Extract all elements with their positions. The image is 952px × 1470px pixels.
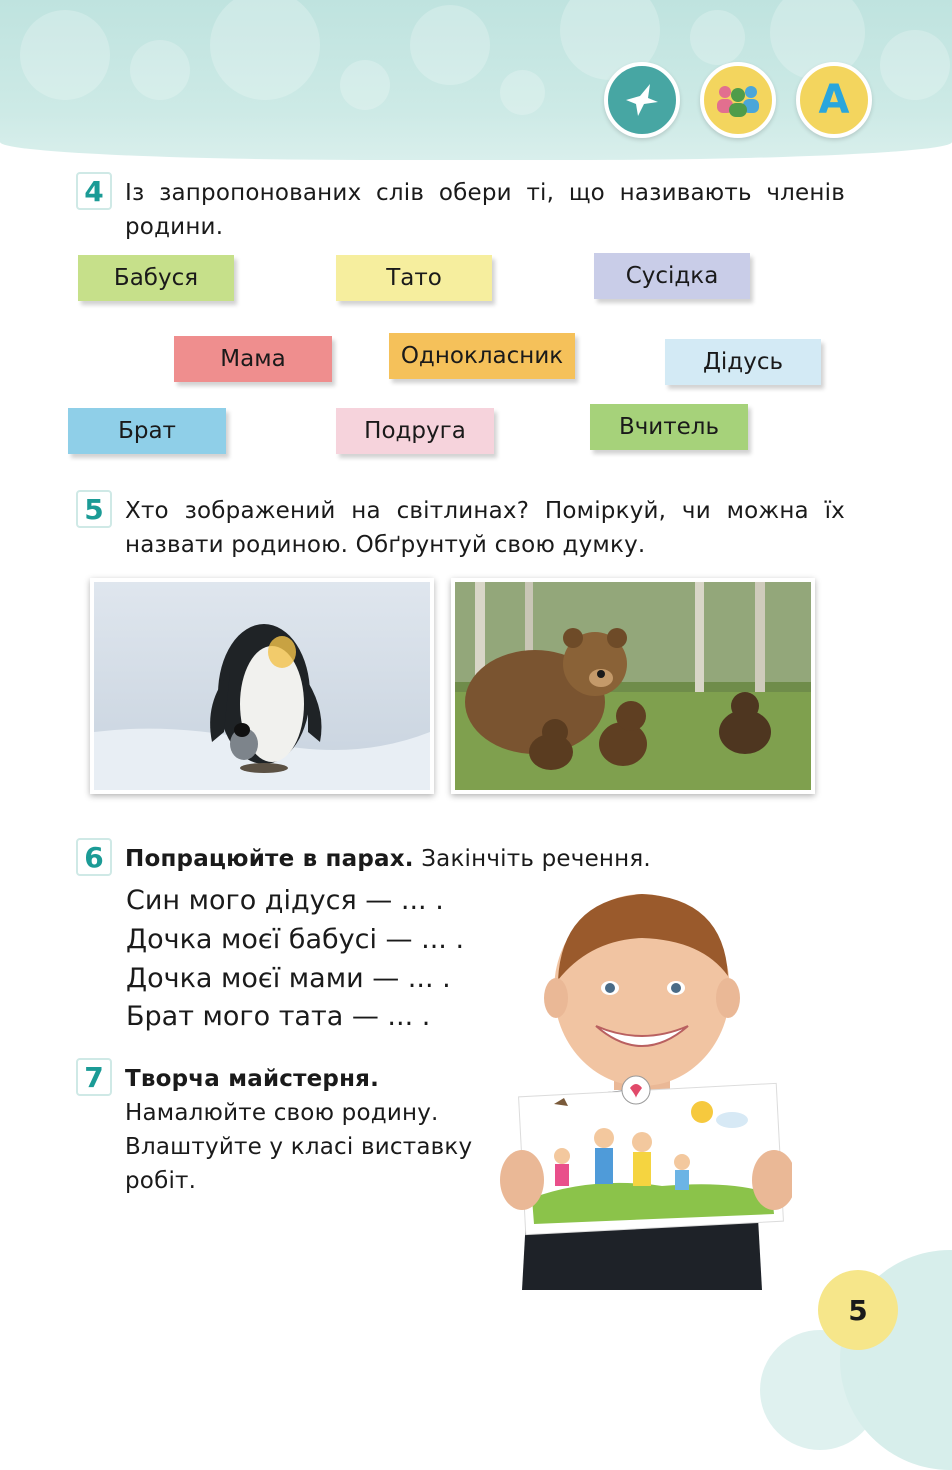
word-label: Мама — [220, 346, 286, 372]
word-card-mama[interactable] — [174, 336, 332, 382]
task-6-heading — [125, 842, 685, 876]
page-number: 5 — [818, 1270, 898, 1350]
word-label: Дідусь — [702, 349, 784, 375]
task-7-line-2: Влаштуйте у класі виставку — [125, 1134, 473, 1160]
task-7-heading — [125, 1062, 505, 1096]
word-card-babusia[interactable] — [78, 255, 234, 301]
task-7-line-1: Намалюйте свою родину. — [125, 1100, 439, 1126]
task-4-text: Із запропонованих слів обери ті, що називають членів родини. — [125, 180, 845, 240]
word-label: Однокласник — [400, 343, 564, 369]
task-6-number: 6 — [76, 838, 112, 876]
word-card-podruga[interactable] — [336, 408, 494, 454]
sentence-1: Син мого дідуся — ... . — [126, 885, 444, 916]
bear-photo — [451, 578, 815, 794]
letter-a-text: А — [818, 77, 850, 123]
word-card-susidka[interactable] — [594, 253, 750, 299]
word-label: Бабуся — [113, 265, 199, 291]
group-icon — [700, 62, 776, 138]
task-6-text: Закінчіть речення. — [413, 846, 651, 872]
bird-icon — [604, 62, 680, 138]
sentence-3: Дочка моєї мами — ... . — [126, 963, 451, 994]
word-card-odnoklasnyk[interactable] — [389, 333, 575, 379]
word-card-tato[interactable] — [336, 255, 492, 301]
word-label: Вчитель — [618, 414, 720, 440]
task-7-line-3: робіт. — [125, 1168, 197, 1194]
word-label: Сусідка — [625, 263, 719, 289]
task-7-bold: Творча майстерня. — [125, 1066, 380, 1092]
task-4-number: 4 — [76, 172, 112, 210]
letter-a-icon — [796, 62, 872, 138]
task-7-number: 7 — [76, 1058, 112, 1096]
boy-with-drawing-photo — [492, 880, 792, 1290]
task-6-bold: Попрацюйте в парах. — [125, 846, 414, 872]
penguin-photo — [90, 578, 434, 794]
word-card-didus[interactable] — [665, 339, 821, 385]
word-card-vchytel[interactable] — [590, 404, 748, 450]
word-card-brat[interactable] — [68, 408, 226, 454]
sentence-2: Дочка моєї бабусі — ... . — [126, 924, 465, 955]
word-label: Подруга — [364, 418, 466, 444]
sentence-4: Брат мого тата — ... . — [126, 1001, 431, 1032]
word-label: Тато — [386, 265, 442, 291]
word-label: Брат — [118, 418, 176, 444]
task-5-number: 5 — [76, 490, 112, 528]
task-5-text: Хто зображений на світлинах? Поміркуй, чи можна їх назвати родиною. Обґрунтуй свою думку. — [125, 498, 845, 558]
